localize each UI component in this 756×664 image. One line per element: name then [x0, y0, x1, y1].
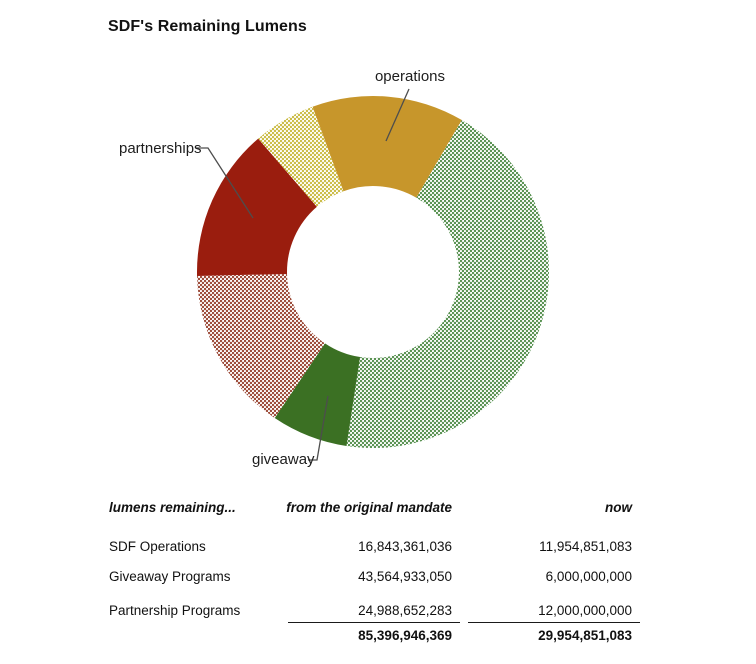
- total-rule-mandate: [288, 622, 460, 623]
- row-partnership-label: Partnership Programs: [109, 603, 241, 618]
- row-operations-now: 11,954,851,083: [539, 539, 632, 554]
- row-operations-label: SDF Operations: [109, 539, 206, 554]
- row-giveaway-label: Giveaway Programs: [109, 569, 231, 584]
- row-partnership-mandate: 24,988,652,283: [358, 603, 452, 618]
- callout-operations: operations: [374, 68, 446, 85]
- donut-segments-group: [197, 96, 549, 448]
- row-giveaway-now: 6,000,000,000: [545, 569, 632, 584]
- row-giveaway-mandate: 43,564,933,050: [358, 569, 452, 584]
- callout-partnerships: partnerships: [119, 140, 202, 157]
- table-header-mandate: from the original mandate: [286, 500, 452, 515]
- total-now: 29,954,851,083: [538, 628, 632, 643]
- chart-title: SDF's Remaining Lumens: [108, 18, 307, 35]
- table-header-label: lumens remaining...: [109, 500, 236, 515]
- total-rule-now: [468, 622, 640, 623]
- callout-giveaway: giveaway: [252, 451, 315, 468]
- total-mandate: 85,396,946,369: [358, 628, 452, 643]
- row-operations-mandate: 16,843,361,036: [358, 539, 452, 554]
- row-partnership-now: 12,000,000,000: [538, 603, 632, 618]
- table-header-now: now: [605, 500, 632, 515]
